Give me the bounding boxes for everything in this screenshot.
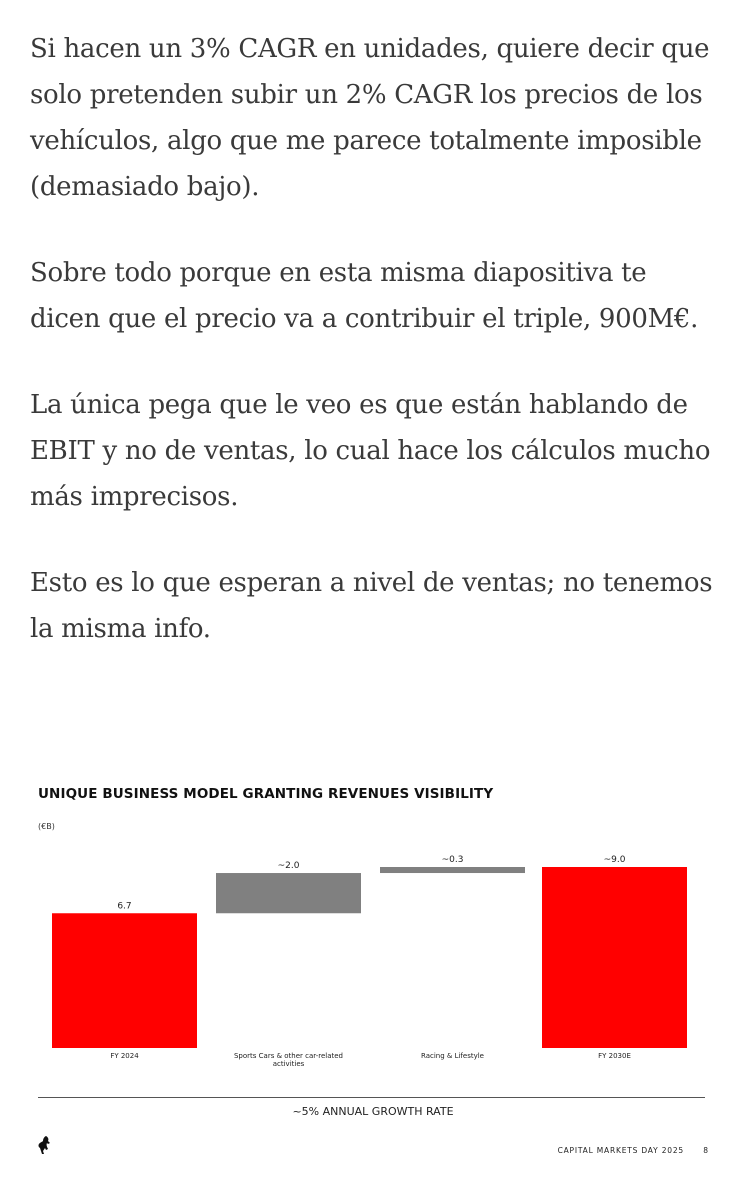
category-label: FY 2024 [110,1052,139,1060]
paragraph: Si hacen un 3% CAGR en unidades, quiere decir que solo pretenden subir un 2% CAGR los precios de los vehículos, algo que me parece totalmente imposible (demasiado bajo). [30,34,710,202]
category-label: Sports Cars & other car-related activities [233,1052,344,1068]
waterfall-chart [0,760,746,1090]
prancing-horse-icon [36,1134,52,1156]
paragraph: La única pega que le veo es que están hablando de EBIT y no de ventas, lo cual hace los cálculos mucho más imprecisos. [30,390,711,512]
article-text [30,26,720,692]
growth-rate-annotation: ~5% ANNUAL GROWTH RATE [292,1105,454,1118]
divider [38,1097,705,1098]
bar-2 [216,873,361,913]
paragraph: Esto es lo que esperan a nivel de ventas; no tenemos la misma info. [30,568,713,644]
data-label: ~9.0 [603,855,626,865]
bar-3 [380,867,525,873]
data-label: ~0.3 [441,855,464,865]
category-label: FY 2030E [598,1052,631,1060]
data-label: 6.7 [117,901,132,912]
page-number: 8 [703,1146,708,1155]
chart-title: UNIQUE BUSINESS MODEL GRANTING REVENUES VISIBILITY [38,786,494,802]
data-label: ~2.0 [277,861,300,872]
bar-4 [542,867,687,1048]
event-name: CAPITAL MARKETS DAY 2025 [557,1146,684,1155]
slide-image [0,760,746,1200]
category-label: Racing & Lifestyle [421,1052,484,1060]
paragraph: Sobre todo porque en esta misma diapositiva te dicen que el precio va a contribuir el triple, 900M€. [30,258,699,334]
unit-label: (€B) [38,822,55,831]
bar-1 [52,913,197,1048]
